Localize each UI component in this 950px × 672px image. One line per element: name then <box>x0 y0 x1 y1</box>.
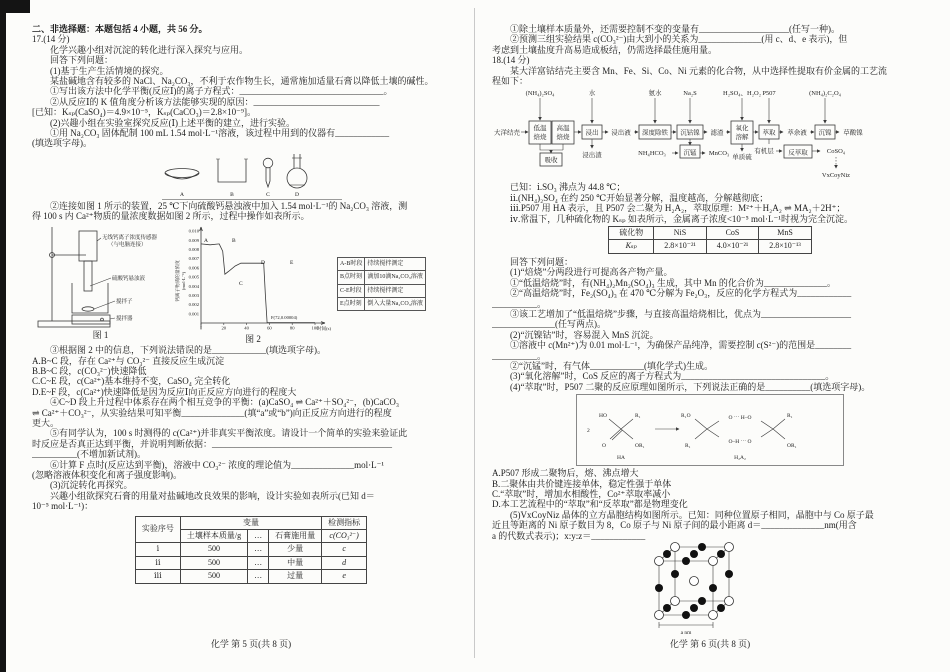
fig2-block <box>173 223 333 344</box>
page-6 <box>492 24 928 637</box>
text-line: ③根据图 2 中的信息，下列说法错误的是____________(填选项字母)。 <box>32 345 326 356</box>
cell: 硫化物 <box>609 227 654 240</box>
flow-na2s: Na₂S <box>683 90 697 98</box>
flow-nh4hco3: NH₄HCO₃ <box>638 150 666 158</box>
table-row <box>338 271 426 284</box>
unit-cell-figure <box>645 541 775 637</box>
text-line: C.C~E 段，c(Ca²⁺)基本维持不变，CaSO₄ 完全转化 <box>32 376 231 387</box>
flow-organic: 有机层 <box>754 148 774 156</box>
text-line: 17.(14 分) <box>32 34 70 45</box>
cell: Kₛₚ <box>609 240 654 253</box>
cell: … <box>248 570 269 583</box>
x-tick-label: 80 <box>289 325 295 331</box>
cell: ⅰ <box>135 543 180 556</box>
q18-text-block-b <box>492 257 928 392</box>
x-tick-label: 20 <box>221 325 227 331</box>
point-label-d: D <box>261 259 265 266</box>
p507-dimer-or1: OR₁ <box>787 443 797 450</box>
cell: 2.8×10⁻¹³ <box>759 240 812 253</box>
text-line: 考虑到土壤盐度升高易造成板结，仍需选择最佳施用量。 <box>492 44 718 55</box>
p507-coefficient: 2 <box>587 428 590 435</box>
point-label-b: B <box>232 237 236 244</box>
instrument-label-c: C <box>266 191 270 198</box>
text-line: ⅳ.常温下，几种硫化物的 Kₛₚ 如表所示，金属离子浓度<10⁻⁵ mol·L⁻¹时视为完全沉淀。 <box>492 213 854 224</box>
text-line: ______________(任写两点)。 <box>492 319 606 330</box>
scan-corner-artifact <box>0 0 30 13</box>
beaker-with-suspension <box>72 283 108 313</box>
text-line: D.本工艺流程中的“萃取”和“反萃取”都是物理变化 <box>492 499 688 510</box>
text-line: 程如下： <box>492 76 529 87</box>
cell: E点时刻 <box>338 297 365 310</box>
p507-dimer-caption: H₂A₂ <box>734 455 746 462</box>
cell: C-E时段 <box>338 284 365 297</box>
cell: … <box>248 556 269 569</box>
x-tick-label: 40 <box>244 325 249 331</box>
p507-or1: OR₁ <box>635 443 645 450</box>
table-row <box>338 297 426 310</box>
cell: ⅱ <box>135 556 180 569</box>
text-line: ④C~D 段上升过程中体系存在两个相互竞争的平衡：(a)CaSO₄ ⇌ Ca²⁺＋SO₄²⁻，(b)CaCO₃ <box>32 397 399 408</box>
table-row <box>338 284 426 297</box>
text-line: __________。 <box>492 350 547 361</box>
fig1-caption: 图 1 <box>92 329 109 340</box>
table-row <box>135 556 366 569</box>
fig1-label-stirrer: 搅拌器 <box>116 315 133 322</box>
text-line: ⅲ.P507 用 HA 表示，且 P507 会二聚为 H₂A₂，萃取原理：M²⁺＋H₂A₂ ⇌ MA₂＋2H⁺； <box>492 203 846 214</box>
beaker-icon <box>216 159 248 182</box>
cell: ⅲ <box>135 570 180 583</box>
flow-back-extract: 反萃取 <box>788 149 808 157</box>
p507-r1: R₁ <box>635 413 641 420</box>
q17-text-block-a <box>32 34 470 148</box>
table-row <box>135 543 366 556</box>
q17-text-block-c <box>32 345 470 512</box>
text-line: ⅱ.(NH₄)₂SO₄ 在约 250 ℃开始显著分解，温度越高，分解越彻底； <box>492 192 769 203</box>
y-axis-unit: (mol·L⁻¹) <box>181 271 186 290</box>
cell: c <box>322 543 367 556</box>
page-5 <box>32 24 470 586</box>
flow-p507: P507 <box>762 90 776 98</box>
cell: 4.0×10⁻²¹ <box>706 240 759 253</box>
p507-top-bridge: O ⋯ H–O <box>728 415 752 422</box>
flow-h2so4-h2o2: H₂SO₄、H₂O₂ <box>723 90 761 98</box>
text-line: A.P507 形成二聚物后，熔、沸点增大 <box>492 468 639 479</box>
flow-nh42c2o4: (NH₄)₂C₂O₄ <box>809 90 841 98</box>
text-line: 已知：ⅰ.SO₃ 沸点为 44.8 ℃； <box>492 182 626 193</box>
fig1-label-sensor: 无线钙离子浓度传感器 <box>102 234 158 241</box>
text-line: ①“低温焙烧”时，有(NH₄)₂Mn₂(SO₄)₃ 生成，其中 Mn 的化合价为______________。 <box>492 277 836 288</box>
p507-bottom-bridge: O–H ⋯ O <box>728 439 752 446</box>
cell: 滴加10滴Na₂CO₃溶液 <box>365 271 426 284</box>
text-line: C.“萃取”时，增加水相酸性，Co²⁺萃取率减小 <box>492 488 671 499</box>
flow-absorb: 吸收 <box>544 157 558 165</box>
p507-dimer-r1b: R₁ <box>787 413 793 420</box>
y-tick-label: 0.010 <box>188 228 199 234</box>
text-line: (3)沉淀转化再探究。 <box>32 480 133 491</box>
text-line: 回答下列问题： <box>32 55 114 66</box>
flow-residue: 滤渣 <box>710 129 724 137</box>
text-line: __________。 <box>492 298 547 309</box>
q18-choices-and-q5 <box>492 468 928 541</box>
text-line: 10⁻⁵ mol·L⁻¹)： <box>32 501 94 512</box>
cell: 过量 <box>269 570 322 583</box>
page-6-footer: 化学 第 6 页(共 8 页) <box>669 639 751 649</box>
cell: NiS <box>654 227 707 240</box>
cell: 倒入大量Na₂CO₃溶液 <box>365 297 426 310</box>
flow-water: 水 <box>588 90 596 98</box>
y-tick-label: 0.006 <box>188 265 199 271</box>
text-line: (3)“氧化溶解”时，CoS 反应的离子方程式为________________________________。 <box>492 371 835 382</box>
flow-roast-high2: 焙烧 <box>556 134 570 142</box>
text-line: ②连接如图 1 所示的装置，25 ℃下向硫酸钙悬浊液中加入 1.54 mol·L⁻¹的 Na₂CO₃ 溶液，测 <box>32 200 408 211</box>
text-line: 某大洋富钴结壳主要含 Mn、Fe、Si、Co、Ni 元素的化合物，从中选择性提取有价金属的工艺流 <box>492 65 888 76</box>
text-line: (1)基于生产生活情境的探究。 <box>32 65 169 76</box>
x-tick-label: 0 <box>199 325 203 331</box>
dimension-line <box>659 622 713 636</box>
p507-monomer-caption: HA <box>617 455 625 462</box>
instrument-label-a: A <box>180 191 184 198</box>
cell: 检测指标 <box>322 516 367 529</box>
p507-o: O <box>602 443 606 450</box>
flow-leachate: 浸出液 <box>611 129 631 137</box>
crystal-figure-block <box>492 541 928 637</box>
flow-oxalate: 草酸镍 <box>843 129 863 137</box>
apparatus-figure <box>32 223 169 329</box>
text-line: (2)兴趣小组在实验室探究反应(Ⅰ)上述平衡的建立，进行实验。 <box>32 117 296 128</box>
y-tick-label: 0.007 <box>188 255 199 261</box>
cell: A-B时段 <box>338 257 365 270</box>
text-line: ②预测三组实验结果 c(CO₃²⁻)由大到小的关系为______________(用 c、d、e 表示)，但 <box>492 34 848 45</box>
flow-mnco3: MnCO₃ <box>708 150 730 158</box>
point-label-f: F(72,0.00004) <box>271 314 298 320</box>
x-tick-label: 100 <box>311 325 319 331</box>
text-line: D.E~F 段，c(Ca²⁺)快速降低是因为反应Ⅰ向正反应方向进行的程度大 <box>32 386 297 397</box>
text-line: ⑤有同学认为，100 s 时测得的 c(Ca²⁺)并非真实平衡浓度。请设计一个简单的实验来验证此 <box>32 428 408 439</box>
operations-table <box>337 257 426 312</box>
table-row <box>609 240 812 253</box>
flow-coso4: CoSO₄ <box>826 148 846 156</box>
experiment-design-table <box>135 516 367 584</box>
cell: B点时刻 <box>338 271 365 284</box>
flow-oxidize: 氧化 <box>735 125 749 133</box>
p507-dimer-figure <box>576 394 844 466</box>
text-line: ①除土壤样本质量外，还需要控制不变的变量有____________________(任写一种)。 <box>492 24 840 34</box>
text-line: ②从反应Ⅰ的 K 值角度分析该方法能够实现的原因：____________________________ <box>32 96 380 107</box>
cell: c(CO₃²⁻) <box>322 530 367 543</box>
text-line: (5)VxCoyNiz 晶体的立方晶胞结构如图所示。已知：同种位置原子相同，晶胞中与 Co 原子最 <box>492 509 874 520</box>
y-tick-label: 0.005 <box>188 274 199 280</box>
p507-dimer-r1: R₁ <box>685 443 691 450</box>
text-line: B.二聚体由共价键连接单体，稳定性强于单体 <box>492 478 672 489</box>
flow-nh42so4: (NH₄)₂SO₄ <box>525 90 555 98</box>
text-line: ⑥计算 F 点时(反应达到平衡)，溶液中 CO₃²⁻ 浓度的理论值为______________mol·L⁻¹ <box>32 459 385 470</box>
text-line: (忽略溶液体积变化和离子强度影响)。 <box>32 469 182 480</box>
ksp-table <box>608 226 812 254</box>
dimension-label: a nm <box>680 630 692 636</box>
flow-roast-low2: 焙烧 <box>533 134 547 142</box>
cell: 500 <box>180 543 247 556</box>
fig1-label-sensor2: （与电脑连接） <box>108 241 147 248</box>
flow-oxidize2: 溶解 <box>735 134 749 142</box>
magnetic-stirrer <box>72 315 110 324</box>
cell: 石膏施用量 <box>269 530 322 543</box>
cell: 土壤样本质量/g <box>180 530 247 543</box>
y-tick-label: 0.004 <box>188 283 199 289</box>
point-label-e: E <box>290 259 294 266</box>
instrument-label-b: B <box>230 191 234 198</box>
y-tick-label: 0.008 <box>188 246 199 252</box>
instrument-label-d: D <box>295 191 299 198</box>
text-line: 18.(14 分) <box>492 55 530 66</box>
y-tick-label: 0.003 <box>188 292 199 298</box>
data-curve <box>201 244 315 323</box>
dropper-icon <box>263 158 273 187</box>
table-row <box>135 516 366 529</box>
text-line: 兴趣小组欲探究石膏的用量对盐碱地改良效果的影响，设计实验如表所示(已知 d＝ <box>32 490 375 501</box>
text-line: ①写出该方法中化学平衡(反应Ⅰ)的离子方程式：________________________________。 <box>32 86 393 97</box>
text-line: ⇌ Ca²⁺＋CO₃²⁻，从实验结果可知平衡______________(填“a”或“b”)向正反应方向进行的程度 <box>32 407 392 418</box>
table-row <box>338 257 426 270</box>
text-line: ①溶液中 c(Mn²⁺)为 0.01 mol·L⁻¹，为确保产品纯净，需要控制 c(S²⁻)的范围是________ <box>492 340 852 351</box>
text-line: 回答下列问题： <box>492 256 574 267</box>
retort-stand <box>38 227 110 327</box>
text-line: 得 100 s 内 Ca²⁺物质的量浓度数据如图 2 所示，过程中操作如表所示。 <box>32 211 310 222</box>
page-divider <box>474 8 475 658</box>
text-line: 更大。 <box>32 417 60 428</box>
cell: 变量 <box>180 516 321 529</box>
scan-edge-artifact <box>0 0 6 672</box>
y-tick-label: 0.001 <box>188 311 199 317</box>
flow-feed: 大洋结壳 <box>494 129 520 137</box>
fig1-label-stirbar: 搅拌子 <box>116 298 133 305</box>
flow-ni-precip: 沉镍 <box>818 129 832 137</box>
evaporating-dish-icon <box>165 168 199 179</box>
point-label-a: A <box>204 237 208 244</box>
section-header: 二、非选择题：本题包括 4 小题，共 56 分。 <box>32 24 208 34</box>
p507-svg <box>579 397 835 463</box>
cell: … <box>248 543 269 556</box>
flow-leach-residue: 浸出渣 <box>582 152 602 160</box>
text-line: a 的代数式表示)；x:y:z＝____________ <box>492 530 646 541</box>
fig1-block <box>32 223 169 340</box>
table-row <box>609 227 812 240</box>
table-row <box>135 570 366 583</box>
flow-roast-low: 低温 <box>533 125 547 133</box>
flow-sulfur: 单质硫 <box>732 154 752 162</box>
text-line: (2)“沉镍钴”时，容易混入 MnS 沉淀。 <box>492 329 659 340</box>
cell: CoS <box>706 227 759 240</box>
text-line: ②“沉锰”时，有气体____________(填化学式)生成。 <box>492 360 713 371</box>
instruments-figure <box>156 149 346 201</box>
text-line: 时反应是否真正达到平衡，并说明判断依据：________________________________________ <box>32 438 393 449</box>
q17-text-block-b <box>32 201 470 222</box>
p507-dimer-r1o: R₁O <box>681 413 691 420</box>
calcium-concentration-chart <box>173 223 333 333</box>
flow-vconi: VxCoyNiz <box>821 172 851 180</box>
cell: MnS <box>759 227 812 240</box>
process-flowchart <box>492 87 928 181</box>
flow-roast-high: 高温 <box>556 125 570 133</box>
text-line: A.B~C 段，存在 Ca²⁺与 CO₃²⁻ 直接反应生成沉淀 <box>32 355 225 366</box>
cell: 实验序号 <box>135 516 180 543</box>
point-label-c: C <box>239 280 243 287</box>
text-line: (4)“萃取”时，P507 二聚的反应原理如图所示，下列说法正确的是__________(填选项字母)。 <box>492 381 871 392</box>
cell: 500 <box>180 556 247 569</box>
text-line: [已知：Kₛₚ(CaSO₄)＝4.9×10⁻⁵，Kₛₚ(CaCO₃)＝2.8×10⁻⁹]。 <box>32 107 256 118</box>
text-line: ③该工艺增加了“低温焙烧”步骤，与直接高温焙烧相比，优点为____________________ <box>492 308 851 319</box>
text-line: 某盐碱地含有较多的 NaCl、Na₂CO₃，不利于农作物生长，通常施加适量石膏以降低土壤的碱性。 <box>32 76 434 87</box>
x-axis-label: 时间(s) <box>316 325 331 331</box>
q17-continuation-and-q18-intro <box>492 24 928 86</box>
cell: 持续搅拌测定 <box>365 284 426 297</box>
page-5-footer: 化学 第 5 页(共 8 页) <box>210 639 292 649</box>
flow-ammonia: 氨水 <box>648 90 662 98</box>
text-line: B.B~C 段，c(CO₃²⁻)快速降低 <box>32 365 147 376</box>
volumetric-flask-icon <box>287 154 307 188</box>
p507-ho: HO <box>599 413 607 420</box>
flow-extract: 萃取 <box>762 129 776 137</box>
sensor-probe <box>79 231 97 291</box>
flow-leach: 浸出 <box>585 129 599 137</box>
figure-row <box>32 223 470 344</box>
dimer-structure <box>681 413 797 461</box>
text-line: 近且等距离的 Ni 原子数目为 8，Co 原子与 Ni 原子间的最小距离 d＝______________nm(用含 <box>492 520 857 531</box>
x-tick-label: 60 <box>267 325 272 331</box>
fig2-caption: 图 2 <box>245 333 261 344</box>
cell: d <box>322 556 367 569</box>
y-tick-label: 0.009 <box>188 237 199 243</box>
cell: e <box>322 570 367 583</box>
text-line: 化学兴趣小组对沉淀的转化进行深入探究与应用。 <box>32 44 249 55</box>
flow-mn-precip: 沉锰 <box>683 149 697 157</box>
cell: 持续搅拌测定 <box>365 257 426 270</box>
text-line: (填选项字母)。 <box>32 138 92 149</box>
text-line: (1)“焙烧”分两段进行可提高各产物产量。 <box>492 267 673 278</box>
cell: 2.8×10⁻²¹ <box>654 240 707 253</box>
flow-deiron: 深度除铁 <box>642 129 668 137</box>
y-axis-label: 钙离子物质的量浓度 <box>175 260 180 302</box>
text-line: ①用 Na₂CO₃ 固体配制 100 mL 1.54 mol·L⁻¹溶液，该过程中用到的仪器有____________ <box>32 128 390 139</box>
cell: 500 <box>180 570 247 583</box>
cell: … <box>248 530 269 543</box>
y-tick-label: 0.002 <box>188 301 199 307</box>
flowchart-svg <box>492 87 928 181</box>
q18-known-info <box>492 182 928 224</box>
cell: 中量 <box>269 556 322 569</box>
text-line: ②“高温焙烧”时，Fe₂(SO₄)₃ 在 470 ℃分解为 Fe₂O₃，反应的化学方程式为____________ <box>492 288 852 299</box>
cell: 少量 <box>269 543 322 556</box>
fig1-label-suspension: 硫酸钙悬浊液 <box>112 275 146 282</box>
flow-co-ni: 沉钴镍 <box>680 129 700 137</box>
text-line: __________(不增加新试剂)。 <box>32 449 146 460</box>
monomer-structure <box>599 413 645 461</box>
flow-raffinate: 萃余液 <box>787 129 807 137</box>
